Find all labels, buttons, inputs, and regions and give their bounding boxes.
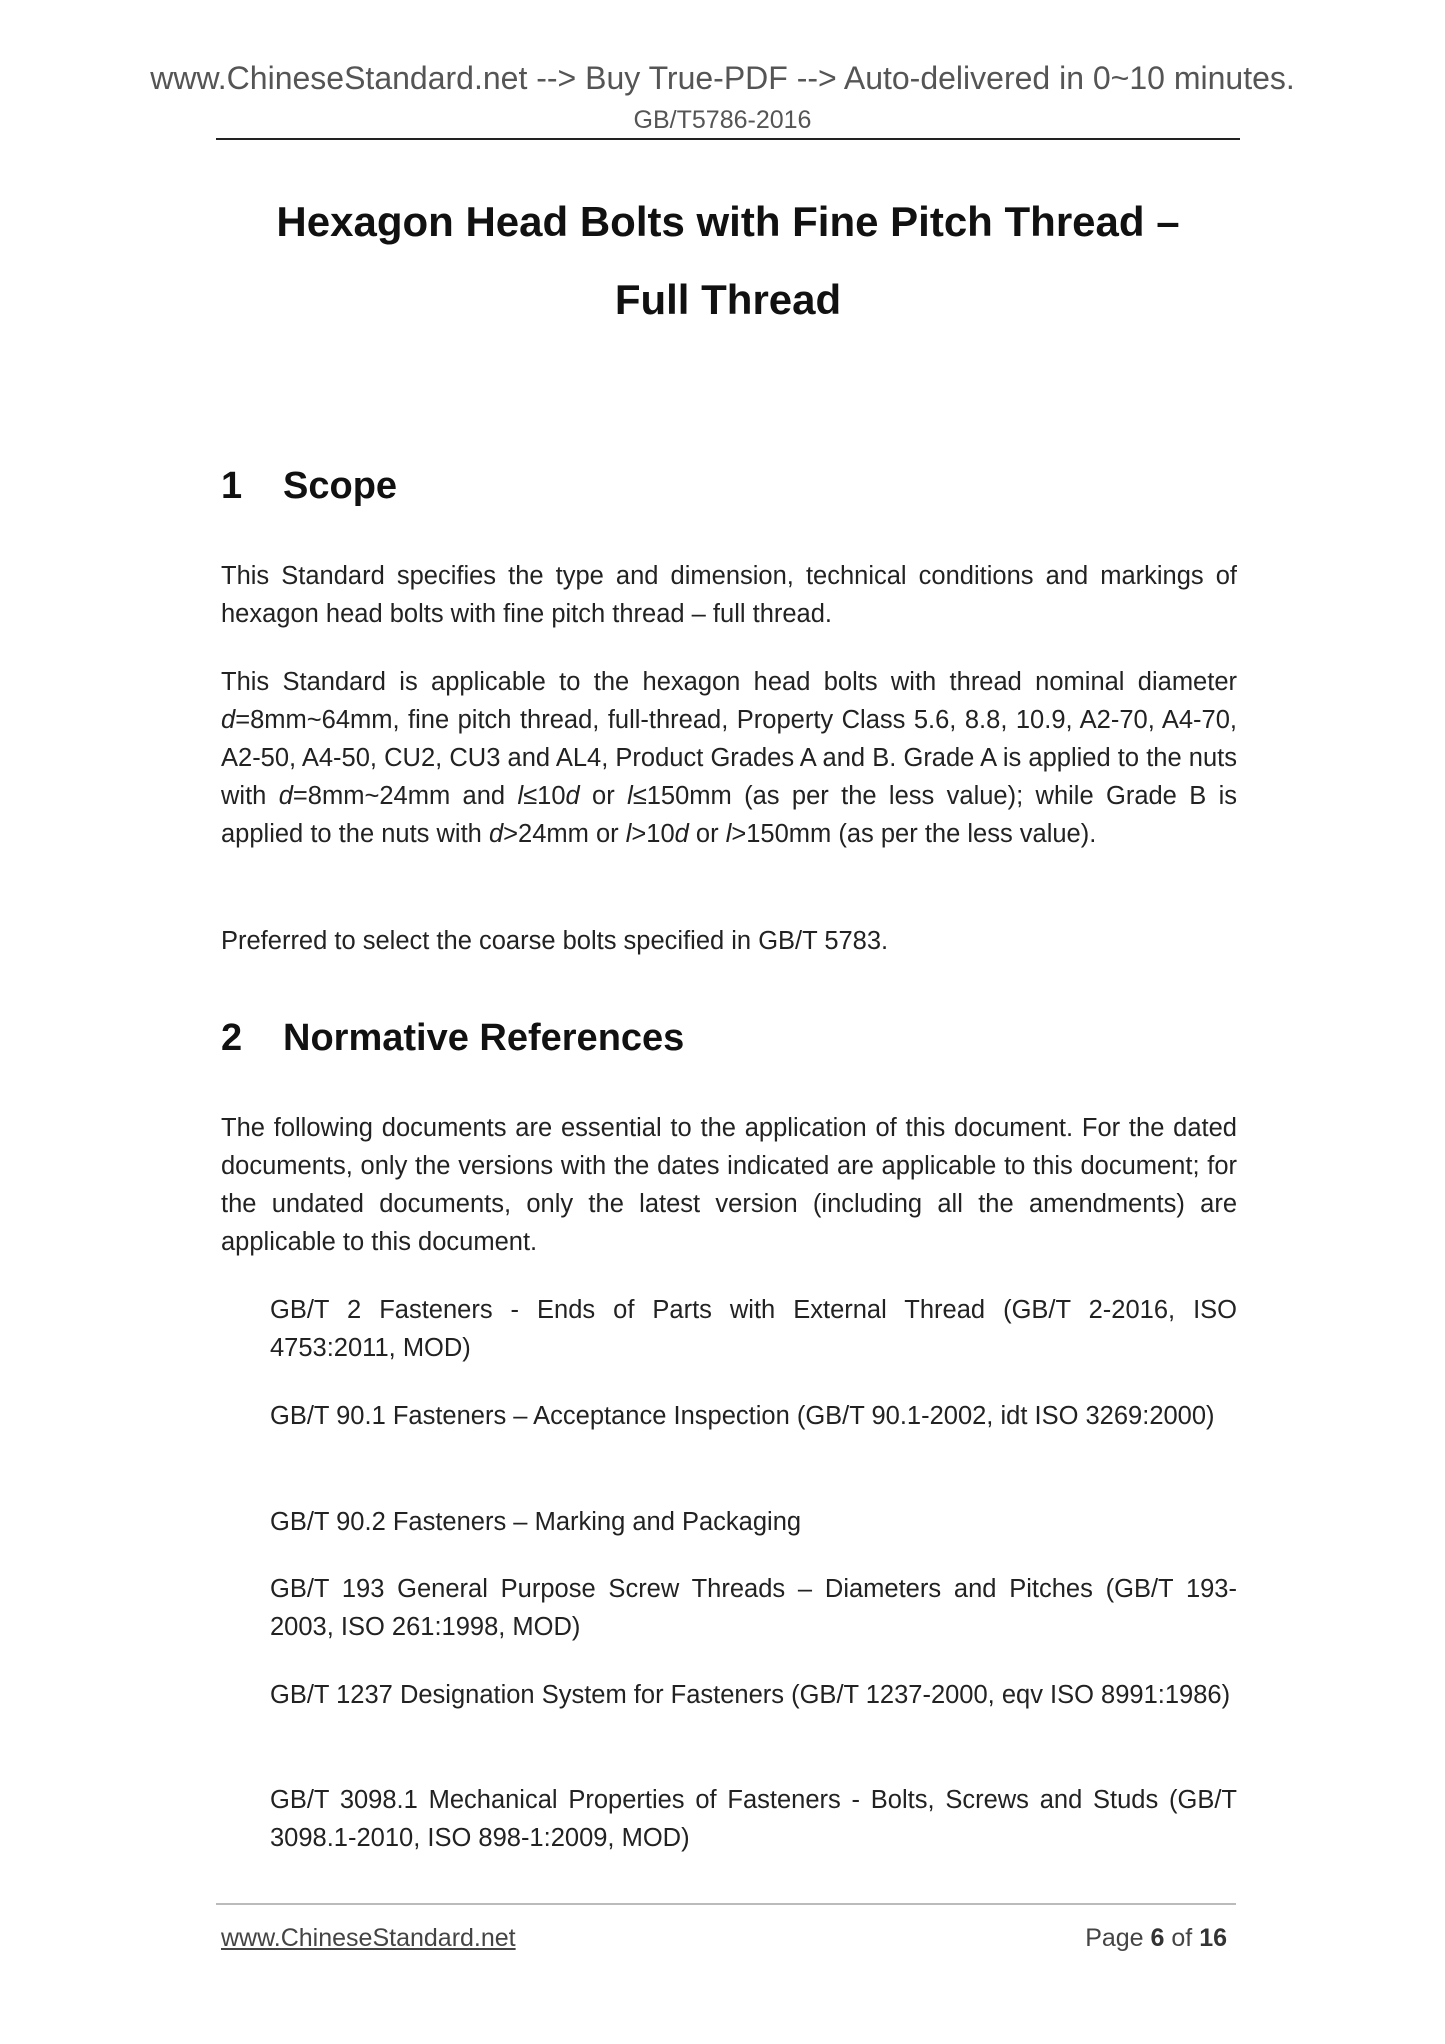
header-divider [216,138,1240,140]
reference-item: GB/T 2 Fasteners - Ends of Parts with External Thread (GB/T 2-2016, ISO 4753:2011, MOD) [270,1296,1237,1362]
scope-paragraph-2: This Standard is applicable to the hexagon head bolts with thread nominal diameter d=8mm~64mm, fine pitch thread, full-thread, Property Class 5.6, 8.8, 10.9, A2-70, A4-70, A2-50, A4-50, CU2, CU3 and AL4, Product Grades A and B. Grade A is applied to the nuts with d=8mm~24mm and l≤10d or l≤150mm (as per the less value); while Grade B is applied to the nuts with d>24mm or l>10d or l>150mm (as per the less value). [221,668,1238,848]
document-title [216,183,1240,339]
scope-paragraph-3: Preferred to select the coarse bolts specified in GB/T 5783. [221,927,889,955]
section-title: Scope [283,465,398,507]
page-indicator: Page 6 of 16 [1085,1924,1227,1952]
footer-divider [216,1903,1236,1905]
document-title-line-1: Hexagon Head Bolts with Fine Pitch Thread – [276,198,1180,245]
footer-site-link[interactable]: www.ChineseStandard.net [221,1924,516,1952]
document-title-line-2: Full Thread [614,276,842,323]
reference-item: GB/T 3098.1 Mechanical Properties of Fasteners - Bolts, Screws and Studs (GB/T 3098.1-2010, ISO 898-1:2009, MOD) [270,1786,1237,1852]
section-title: Normative References [283,1017,685,1059]
section-number: 1 [221,465,243,507]
reference-item: GB/T 90.1 Fasteners – Acceptance Inspection (GB/T 90.1-2002, idt ISO 3269:2000) [270,1402,1215,1430]
current-page-number: 6 [1150,1924,1165,1952]
section-number: 2 [221,1017,243,1059]
section-scope-heading [221,463,1237,509]
top-banner-link[interactable]: www.ChineseStandard.net --> Buy True-PDF --> Auto-delivered in 0~10 minutes. [150,60,1295,96]
standard-code: GB/T5786-2016 [633,106,812,134]
total-pages-number: 16 [1199,1924,1227,1952]
reference-item: GB/T 193 General Purpose Screw Threads – Diameters and Pitches (GB/T 193-2003, ISO 261:1998, MOD) [270,1575,1237,1641]
reference-item: GB/T 90.2 Fasteners – Marking and Packaging [270,1508,802,1536]
scope-paragraph-1: This Standard specifies the type and dimension, technical conditions and markings of hexagon head bolts with fine pitch thread – full thread. [221,562,1237,628]
references-intro: The following documents are essential to the application of this document. For the dated documents, only the versions with the dates indicated are applicable to this document; for the undated documents, only the latest version (including all the amendments) are applicable to this document. [221,1114,1237,1256]
reference-item: GB/T 1237 Designation System for Fasteners (GB/T 1237-2000, eqv ISO 8991:1986) [270,1681,1231,1709]
section-references-heading [221,1015,1237,1061]
